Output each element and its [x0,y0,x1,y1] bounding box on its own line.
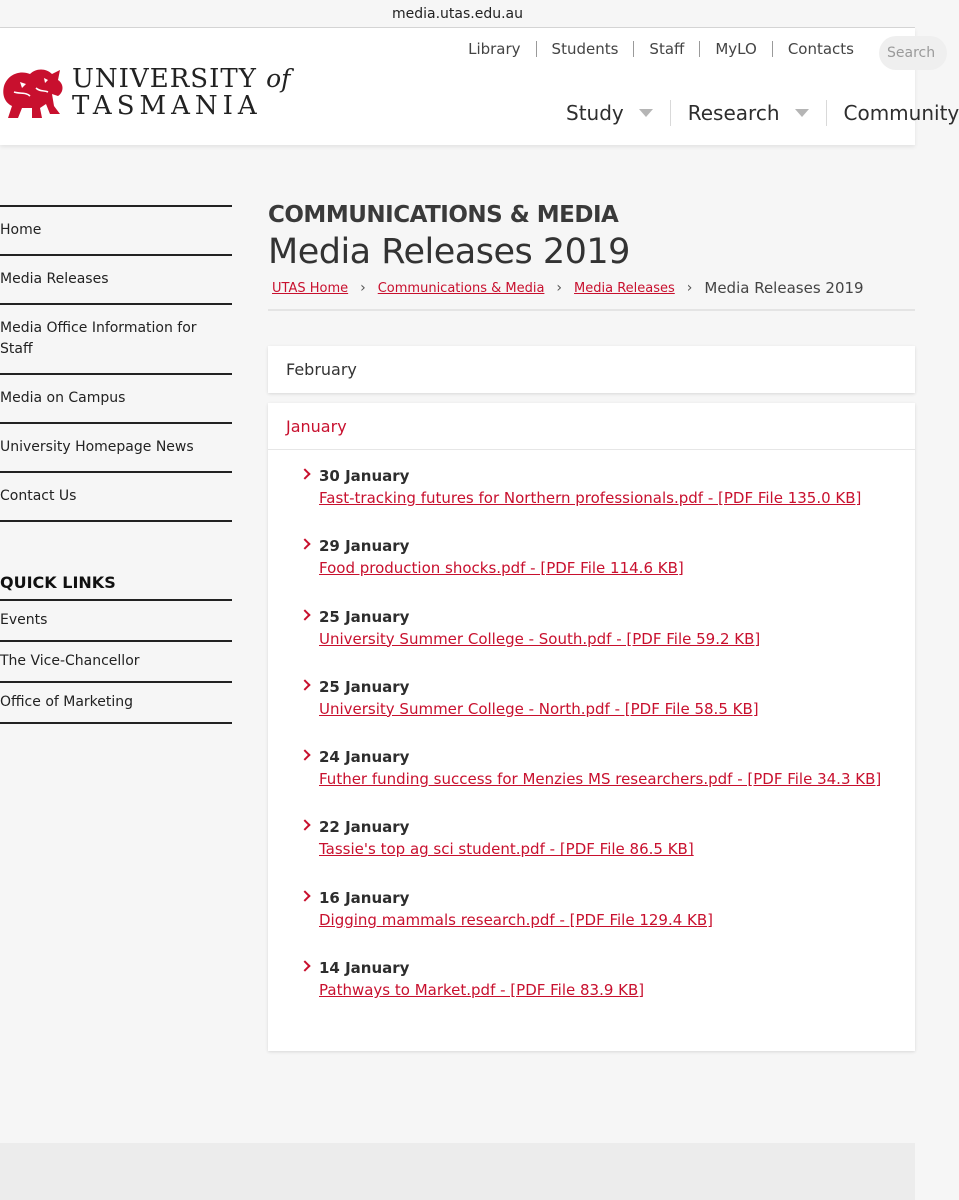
release-date: 30 January [319,467,410,485]
sidebar-item-homepage-news[interactable]: University Homepage News [0,424,232,473]
chevron-right-icon [299,750,310,761]
list-item [268,606,915,676]
sidebar-item-media-on-campus[interactable]: Media on Campus [0,375,232,424]
utility-link-mylo[interactable]: MyLO [715,40,757,58]
main-content [268,200,915,1051]
sidebar-item-home[interactable]: Home [0,207,232,256]
release-link[interactable]: Fast-tracking futures for Northern professionals.pdf - [PDF File 135.0 KB] [319,489,862,507]
chevron-right-icon [299,679,310,690]
release-date: 14 January [319,959,410,978]
list-item [268,465,915,535]
list-item [268,535,915,605]
page-footer [0,1143,915,1200]
breadcrumb-current: Media Releases 2019 [704,279,864,297]
nav-item-study-label: Study [566,101,624,125]
sidebar-nav [0,205,232,522]
release-link[interactable]: Food production shocks.pdf - [PDF File 114.6 KB] [319,559,684,578]
lion-crest-icon [0,64,66,120]
page-title: Media Releases 2019 [268,232,630,272]
quick-link-events[interactable]: Events [0,601,232,642]
main-nav [566,100,959,126]
release-date: 29 January [319,537,410,556]
quick-link-office-of-marketing[interactable]: Office of Marketing [0,683,232,724]
browser-url-text: media.utas.edu.au [391,5,524,22]
utility-nav [468,40,854,58]
release-link[interactable]: University Summer College - North.pdf - [PDF File 58.5 KB] [319,699,759,718]
chevron-right-icon: › [686,280,693,296]
nav-item-community-label: Community [843,101,959,125]
chevron-right-icon: › [360,280,366,296]
chevron-right-icon [299,468,310,479]
logo-line-of: of [266,63,291,93]
logo-line-university: UNIVERSITY [72,63,257,94]
release-link[interactable]: Tassie's top ag sci student.pdf - [PDF File 86.5 KB] [319,840,694,859]
nav-divider [826,100,827,126]
quick-links-title: QUICK LINKS [0,573,232,601]
chevron-right-icon [299,890,310,901]
nav-item-community[interactable] [844,101,959,125]
sidebar-item-media-releases[interactable]: Media Releases [0,256,232,305]
release-date: 16 January [319,888,410,907]
nav-item-research[interactable] [688,101,809,125]
release-date: 25 January [319,677,410,696]
accordion-january-label: January [286,416,347,436]
breadcrumb-link-communications[interactable]: Communications & Media [377,280,545,296]
section-label: COMMUNICATIONS & MEDIA [268,202,619,228]
nav-item-research-label: Research [687,101,780,125]
list-item [268,746,915,816]
chevron-right-icon: › [556,280,563,296]
accordion-january [268,403,915,1051]
breadcrumb-link-media-releases[interactable]: Media Releases [574,280,675,296]
caret-down-icon [639,109,653,117]
accordion-february-label: February [286,360,357,379]
chevron-right-icon [299,960,310,971]
list-item [268,957,915,1027]
utility-link-library[interactable]: Library [468,40,521,58]
utility-link-contacts[interactable]: Contacts [787,40,854,58]
chevron-right-icon [299,539,310,550]
utility-divider [633,41,634,57]
release-date: 25 January [319,607,410,626]
logo-line-tasmania: TASMANIA [72,90,262,121]
university-logo[interactable] [0,64,290,120]
search-input[interactable] [879,36,947,70]
utility-divider [536,41,537,57]
browser-url-bar[interactable] [0,0,915,28]
sidebar-item-media-office-info[interactable]: Media Office Information for Staff [0,305,232,375]
accordion-february[interactable] [268,346,915,393]
release-list [268,450,915,1051]
list-item [268,816,915,886]
chevron-right-icon [299,609,310,620]
release-link[interactable]: Digging mammals research.pdf - [PDF File 129.4 KB] [319,910,714,929]
site-header [0,28,959,145]
release-date: 24 January [319,748,410,767]
nav-item-study[interactable] [566,101,653,125]
release-link[interactable]: Pathways to Market.pdf - [PDF File 83.9 KB] [319,981,645,1000]
release-date: 22 January [319,818,410,837]
list-item [268,887,915,957]
utility-divider [772,41,773,57]
utility-link-staff[interactable]: Staff [649,40,685,58]
release-link[interactable]: University Summer College - South.pdf - [PDF File 59.2 KB] [319,629,761,648]
utility-divider [699,41,700,57]
nav-divider [670,100,671,126]
utility-link-students[interactable]: Students [551,40,619,58]
list-item [268,676,915,746]
chevron-right-icon [299,820,310,831]
logo-wordmark [72,63,291,121]
caret-down-icon [795,109,809,117]
breadcrumb [268,279,915,311]
release-link[interactable]: Futher funding success for Menzies MS researchers.pdf - [PDF File 34.3 KB] [319,770,882,789]
quick-link-vice-chancellor[interactable]: The Vice-Chancellor [0,642,232,683]
sidebar-item-contact-us[interactable]: Contact Us [0,473,232,522]
sidebar [0,205,232,724]
breadcrumb-link-utas-home[interactable]: UTAS Home [272,280,349,296]
accordion-january-header[interactable] [268,403,915,450]
